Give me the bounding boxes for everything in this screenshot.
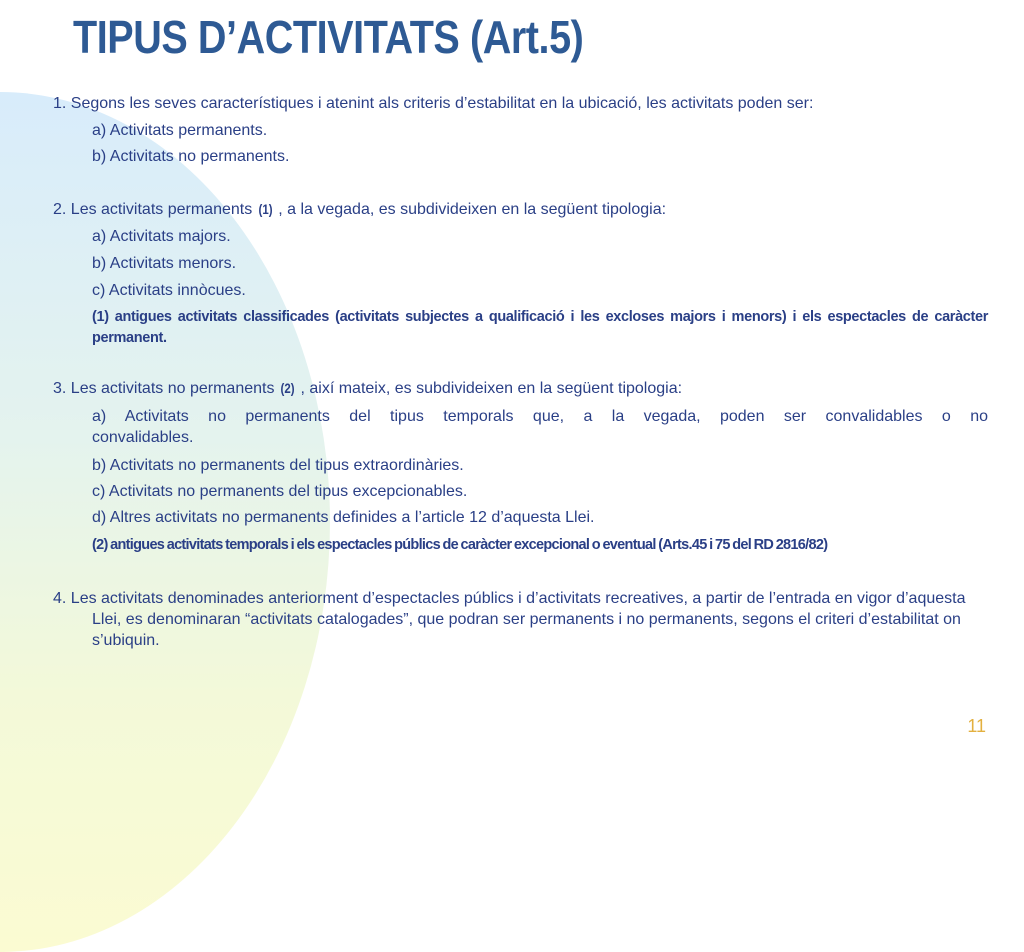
- section3-footnote: (2) antigues activitats temporals i els espectacles públics de caràcter excepcional o eventual (Arts.45 i 75 del RD 2816/82): [92, 537, 828, 553]
- section2-item-c: c) Activitats innòcues.: [92, 282, 246, 299]
- section2-intro-text-after: , a la vegada, es subdivideixen en la següent tipologia:: [273, 201, 667, 218]
- section2-item-b: b) Activitats menors.: [92, 255, 237, 272]
- section2-item-a: a) Activitats majors.: [92, 228, 231, 245]
- section2-footnote-ref: (1): [258, 201, 273, 217]
- section3-footnote-ref: (2): [280, 380, 295, 396]
- section1-item-a: a) Activitats permanents.: [92, 122, 268, 139]
- section1-intro: 1. Segons les seves característiques i atenint als criteris d’estabilitat en la ubicació, les activitats poden ser:: [53, 95, 814, 112]
- section2-intro: [53, 199, 666, 220]
- section3-intro-text: 3. Les activitats no permanents: [53, 380, 279, 397]
- section2-intro-text: 2. Les activitats permanents: [53, 201, 257, 218]
- section3-item-d: d) Altres activitats no permanents definides a l’article 12 d’aquesta Llei.: [92, 509, 595, 526]
- section3-item-a: a) Activitats no permanents del tipus temporals que, a la vegada, poden ser convalidables o no convalidables.: [92, 408, 988, 446]
- section3-intro: [53, 378, 682, 399]
- section3-item-b: b) Activitats no permanents del tipus extraordinàries.: [92, 457, 464, 474]
- page-number: 11: [967, 716, 986, 736]
- slide-title: TIPUS D’ACTIVITATS (Art.5): [73, 11, 584, 63]
- section4-text: 4. Les activitats denominades anteriorment d’espectacles públics i d’activitats recreatives, a partir de l’entrada en vigor d’aquesta Llei, es denominaran “activitats catalogades”, que podran ser permanents i no permanents, segons el criteri d’estabilitat on s’ubiquin.: [53, 590, 966, 649]
- section1-item-b: b) Activitats no permanents.: [92, 148, 290, 165]
- section3-item-c: c) Activitats no permanents del tipus excepcionables.: [92, 483, 468, 500]
- section2-footnote: (1) antigues activitats classificades (activitats subjectes a qualificació i les excloses majors i menors) i els espectacles de caràcter permanent.: [92, 309, 988, 346]
- section3-intro-text-after: , així mateix, es subdivideixen en la següent tipologia:: [296, 380, 683, 397]
